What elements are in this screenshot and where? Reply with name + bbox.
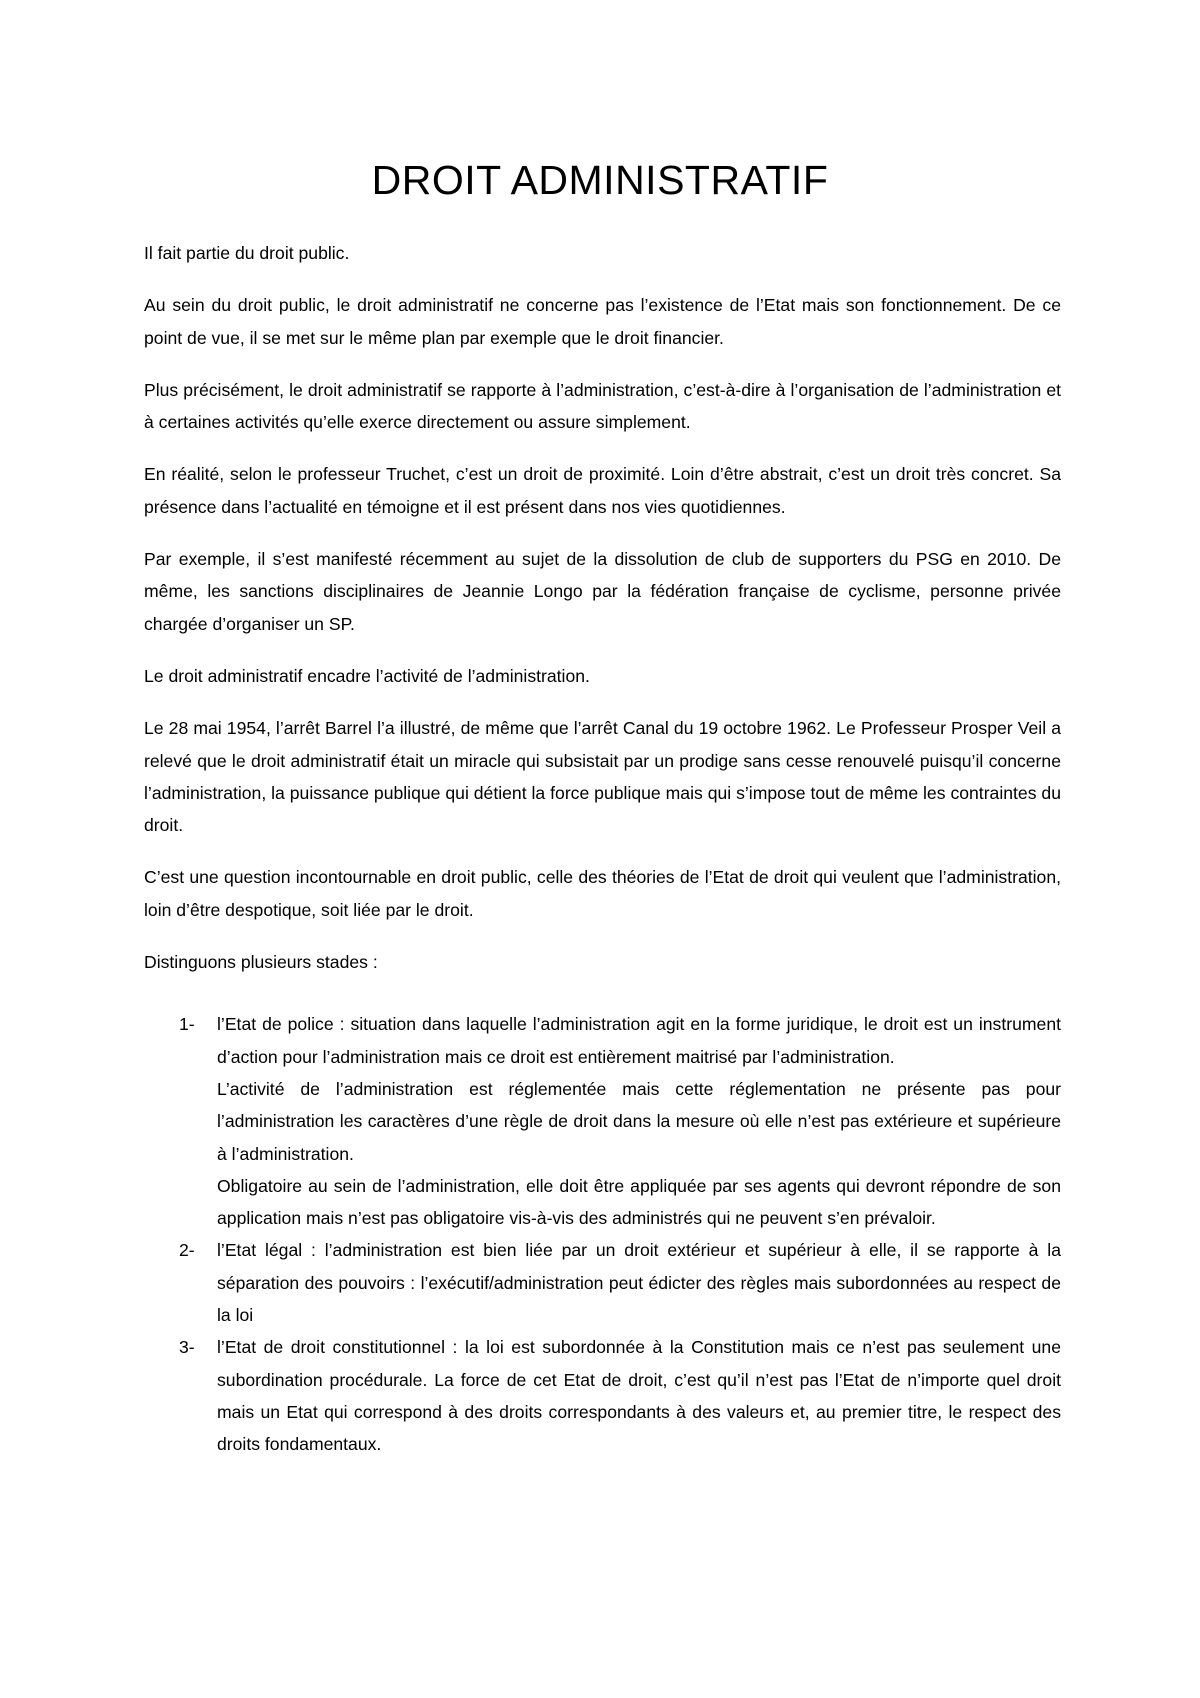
stage-line: Obligatoire au sein de l’administration, elle doit être appliquée par ses agents qui devront répondre de son application mais n’est pas obligatoire vis-à-vis des administrés qui ne peuvent s’en prévaloir. [217, 1175, 1061, 1229]
paragraph-framework: Le droit administratif encadre l’activité de l’administration. [144, 665, 590, 686]
paragraph-intro: Il fait partie du droit public. [144, 243, 350, 263]
stage-number: 1- [179, 1014, 195, 1035]
stage-line: L’activité de l’administration est réglementée mais cette réglementation ne présente pas pour l’administration les caractères d’une règle de droit dans la mesure où elle n’est pas extérieure et supérieure à l’administration. [217, 1078, 1061, 1164]
document-body [144, 237, 1061, 1461]
stage-item-police-state [144, 1008, 1061, 1234]
stage-item-constitutional-state [144, 1331, 1061, 1460]
paragraph-public-law: Au sein du droit public, le droit administratif ne concerne pas l’existence de l’Etat mais son fonctionnement. De ce point de vue, il se met sur le même plan par exemple que le droit financier. [144, 295, 1061, 348]
paragraph-barrel: Le 28 mai 1954, l’arrêt Barrel l’a illustré, de même que l’arrêt Canal du 19 octobre 1962. Le Professeur Prosper Veil a relevé que le droit administratif était un miracle qui subsistait par un prodige sans cesse renouvelé puisqu’il concerne l’administration, la puissance publique qui détient la force publique mais qui s’impose tout de même les contraintes du droit. [144, 718, 1061, 836]
paragraph-rule-of-law: C’est une question incontournable en droit public, celle des théories de l’Etat de droit qui veulent que l’administration, loin d’être despotique, soit liée par le droit. [144, 867, 1061, 920]
stage-number: 2- [179, 1240, 195, 1261]
stage-item-legal-state [144, 1234, 1061, 1331]
paragraph-example: Par exemple, il s’est manifesté récemment au sujet de la dissolution de club de supporters du PSG en 2010. De même, les sanctions disciplinaires de Jeannie Longo par la fédération française de cyclisme, personne privée chargée d’organiser un SP. [144, 549, 1061, 634]
stage-line: l’Etat légal : l’administration est bien liée par un droit extérieur et supérieur à elle, il se rapporte à la séparation des pouvoirs : l’exécutif/administration peut édicter des règles mais subordonnées au respect de la loi [217, 1240, 1061, 1326]
paragraph-administration: Plus précisément, le droit administratif se rapporte à l’administration, c’est-à-dire à l’organisation de l’administration et à certaines activités qu’elle exerce directement ou assure simplement. [144, 379, 1061, 433]
paragraph-stages-intro: Distinguons plusieurs stades : [144, 952, 378, 973]
stage-line: l’Etat de droit constitutionnel : la loi est subordonnée à la Constitution mais ce n’est pas seulement une subordination procédurale. La force de cet Etat de droit, c’est qu’il n’est pas l’Etat de n’importe quel droit mais un Etat qui correspond à des droits correspondants à des valeurs et, au premier titre, le respect des droits fondamentaux. [217, 1337, 1061, 1455]
paragraph-truchet: En réalité, selon le professeur Truchet, c’est un droit de proximité. Loin d’être abstrait, c’est un droit très concret. Sa présence dans l’actualité en témoigne et il est présent dans nos vies quotidiennes. [144, 464, 1061, 517]
stages-list [144, 1008, 1061, 1460]
stage-number: 3- [179, 1337, 195, 1358]
document-title: DROIT ADMINISTRATIF [371, 157, 829, 203]
stage-line: l’Etat de police : situation dans laquelle l’administration agit en la forme juridique, le droit est un instrument d’action pour l’administration mais ce droit est entièrement maitrisé par l’administration. [217, 1014, 1061, 1067]
